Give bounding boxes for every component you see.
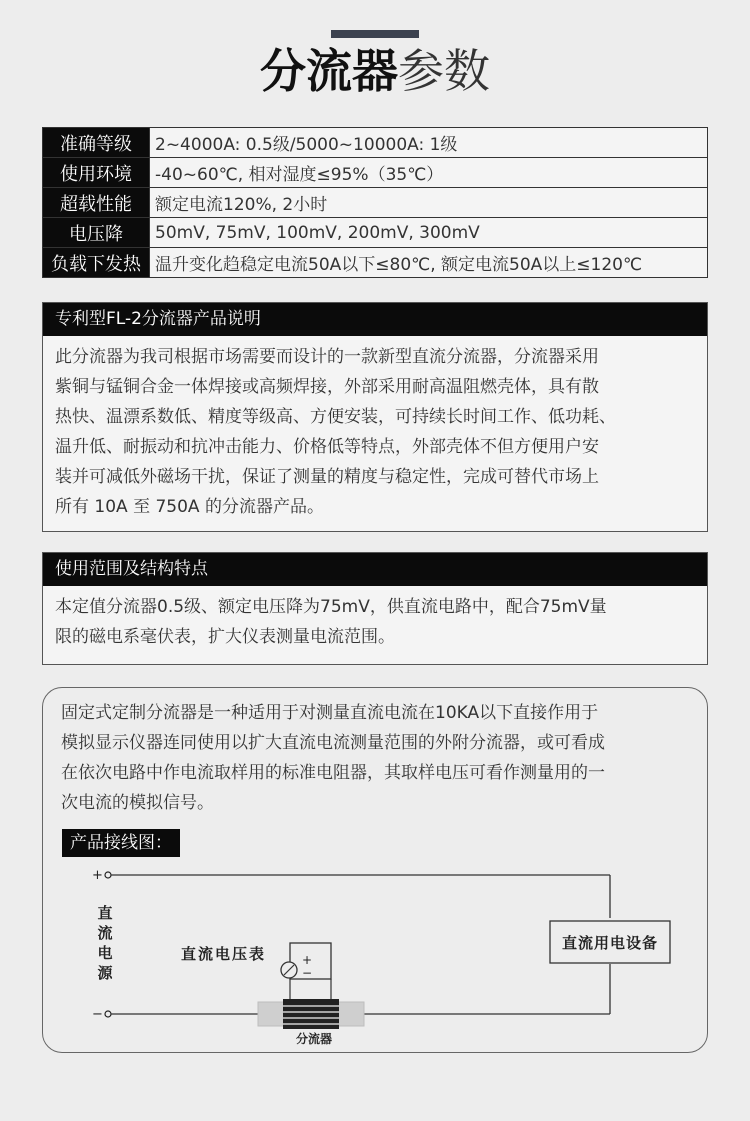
- source-label-char: 源: [97, 964, 113, 982]
- voltmeter-label: 直流电压表: [181, 945, 267, 963]
- text-line: 温升低、耐振动和抗冲击能力、价格低等特点，外部壳体不但方便用户安: [55, 437, 599, 457]
- section-body: [43, 336, 707, 528]
- page-title-bold: 分流器: [260, 44, 398, 98]
- params-table: [42, 127, 708, 278]
- text-line: 固定式定制分流器是一种适用于对测量直流电流在10KA以下直接作用于: [61, 703, 599, 723]
- wiring-diagram: [43, 688, 709, 1054]
- text-line: 限的磁电系毫伏表，扩大仪表测量电流范围。: [55, 627, 395, 647]
- section-body: [43, 586, 707, 658]
- param-value: 50mV, 75mV, 100mV, 200mV, 300mV: [150, 218, 708, 248]
- text-line: 所有 10A 至 750A 的分流器产品。: [55, 497, 324, 517]
- param-value: -40~60℃, 相对湿度≤95%（35℃）: [150, 158, 708, 188]
- text-line: 模拟显示仪器连同使用以扩大直流电流测量范围的外附分流器，或可看成: [61, 733, 605, 753]
- meter-minus-label: −: [302, 966, 313, 980]
- table-row: [43, 158, 708, 188]
- page-title-light: 参数: [398, 44, 490, 98]
- text-line: 装并可减低外磁场干扰，保证了测量的精度与稳定性，完成可替代市场上: [55, 467, 599, 487]
- product-description-section: [42, 302, 708, 532]
- param-value: 温升变化趋稳定电流50A以下≤80℃, 额定电流50A以上≤120℃: [150, 248, 708, 278]
- wiring-diagram-label: 产品接线图：: [62, 829, 180, 857]
- text-line: 在依次电路中作电流取样用的标准电阻器，其取样电压可看作测量用的一: [61, 763, 605, 783]
- section-heading: 专利型FL-2分流器产品说明: [43, 303, 707, 336]
- table-row: [43, 218, 708, 248]
- wiring-info-box: [42, 687, 708, 1053]
- meter-plus-label: +: [302, 953, 313, 967]
- table-row: [43, 188, 708, 218]
- param-label: 负载下发热: [43, 248, 150, 278]
- source-label-char: 流: [97, 924, 113, 942]
- param-value: 额定电流120%, 2小时: [150, 188, 708, 218]
- text-line: 次电流的模拟信号。: [61, 793, 214, 813]
- equipment-label: 直流用电设备: [561, 934, 659, 952]
- page-title: [0, 40, 750, 102]
- title-accent-bar: [331, 30, 419, 38]
- param-value: 2~4000A: 0.5级/5000~10000A: 1级: [150, 128, 708, 158]
- text-line: 热快、温漂系数低、精度等级高、方便安装，可持续长时间工作、低功耗、: [55, 407, 616, 427]
- table-row: [43, 248, 708, 278]
- source-label-char: 电: [97, 944, 113, 962]
- source-label-char: 直: [97, 904, 113, 922]
- param-label: 使用环境: [43, 158, 150, 188]
- text-line: 此分流器为我司根据市场需要而设计的一款新型直流分流器，分流器采用: [55, 347, 599, 367]
- plus-terminal: [105, 872, 111, 878]
- text-line: 紫铜与锰铜合金一体焊接或高频焊接，外部采用耐高温阻燃壳体，具有散: [55, 377, 599, 397]
- section-heading: 使用范围及结构特点: [43, 553, 707, 586]
- shunt-label: 分流器: [295, 1032, 333, 1046]
- table-row: [43, 128, 708, 158]
- param-label: 超载性能: [43, 188, 150, 218]
- usage-scope-section: [42, 552, 708, 665]
- minus-terminal-label: −: [92, 1007, 103, 1022]
- minus-terminal: [105, 1011, 111, 1017]
- param-label: 电压降: [43, 218, 150, 248]
- plus-terminal-label: +: [92, 868, 103, 883]
- text-line: 本定值分流器0.5级、额定电压降为75mV，供直流电路中，配合75mV量: [55, 597, 607, 617]
- param-label: 准确等级: [43, 128, 150, 158]
